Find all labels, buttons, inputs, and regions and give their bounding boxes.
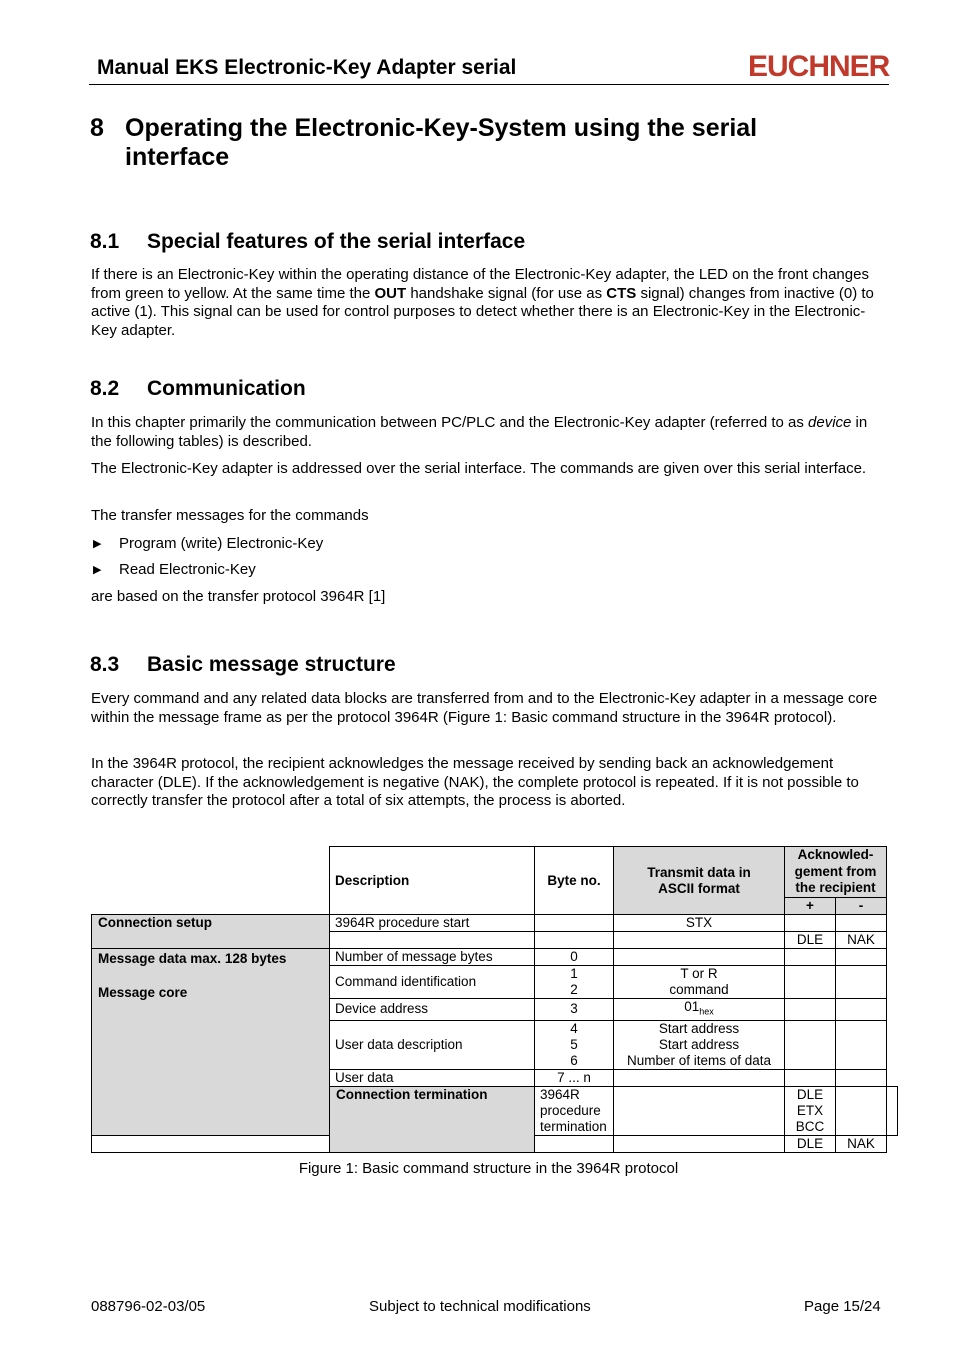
cell-ack-minus	[836, 1020, 887, 1069]
cell-byte	[614, 1086, 785, 1135]
label-message-data: Message data max. 128 bytes Message core	[92, 949, 330, 1136]
cell-byte: 0	[535, 949, 614, 966]
cell-ack-plus: DLE	[785, 1135, 836, 1152]
text-run: handshake signal (for use as	[406, 284, 607, 302]
section-8-2-paragraph-2: The Electronic-Key adapter is addressed over the serial interface. The commands are given over this serial interface.	[91, 460, 867, 477]
header-transmit: Transmit data in ASCII format	[614, 847, 785, 915]
cell-ack-plus	[836, 1086, 887, 1135]
footer-page-number: Page 15/24	[804, 1298, 881, 1315]
section-number: 8.2	[90, 377, 120, 400]
cell-byte: 4 5 6	[535, 1020, 614, 1069]
chapter-number: 8	[90, 114, 104, 142]
table-row	[92, 949, 898, 966]
cell-byte: 3	[535, 999, 614, 1021]
section-8-1-heading	[90, 230, 525, 254]
figure-caption: Figure 1: Basic command structure in the 3964R protocol	[298, 1160, 679, 1177]
header-description: Description	[330, 847, 535, 915]
cell-transmit: T or R command	[614, 966, 785, 999]
cell-description	[92, 1135, 330, 1152]
section-number: 8.1	[90, 230, 120, 253]
cell-byte: 7 ... n	[535, 1069, 614, 1086]
cell-ack-plus	[785, 1020, 836, 1069]
cell-byte	[535, 1135, 614, 1152]
header-rule	[89, 84, 889, 85]
cell-ack-minus	[836, 966, 887, 999]
cell-description: Number of message bytes	[330, 949, 535, 966]
section-title: Basic message structure	[147, 653, 396, 676]
bullet-triangle-icon: ▶	[93, 538, 102, 550]
message-structure-table	[91, 846, 898, 1153]
cell-transmit: Start address Start address Number of items of data	[614, 1020, 785, 1069]
cell-byte	[535, 932, 614, 949]
footer-doc-number: 088796-02-03/05	[91, 1298, 206, 1315]
label-connection-termination: Connection termination	[330, 1086, 535, 1152]
text-run: in the following tables) is described.	[91, 414, 868, 450]
cell-transmit	[614, 932, 785, 949]
cell-transmit	[614, 949, 785, 966]
cell-ack-minus	[836, 999, 887, 1021]
out-signal: OUT	[374, 284, 407, 302]
cell-ack-plus	[785, 915, 836, 932]
cell-description: 3964R procedure termination	[535, 1086, 614, 1135]
cell-description: Device address	[330, 999, 535, 1021]
cell-transmit: DLE ETX BCC	[785, 1086, 836, 1135]
text-run: In this chapter primarily the communication between PC/PLC and the Electronic-Key adapter (referred to as	[91, 414, 809, 431]
cell-ack-plus	[785, 999, 836, 1021]
header-title: Manual EKS Electronic-Key Adapter serial	[97, 56, 517, 79]
cell-description: Command identification	[330, 966, 535, 999]
header-ack-minus: -	[836, 898, 887, 915]
list-item-text: Read Electronic-Key	[119, 561, 256, 578]
cell-transmit	[614, 1135, 785, 1152]
cell-ack-plus	[785, 949, 836, 966]
text-run: signal) changes from inactive (0) to active (1). This signal can be used for control purposes to detect whether there is an Electronic-Key in the Electronic-Key adapter.	[91, 284, 874, 339]
cell-ack-minus: NAK	[836, 932, 887, 949]
list-item-text: Program (write) Electronic-Key	[119, 535, 324, 552]
cts-signal: CTS	[606, 284, 637, 302]
cell-transmit: STX	[614, 915, 785, 932]
cell-ack-minus	[836, 1069, 887, 1086]
label-connection-setup: Connection setup	[92, 915, 330, 949]
cell-description	[330, 932, 535, 949]
cell-byte	[535, 915, 614, 932]
cell-description: User data	[330, 1069, 535, 1086]
section-8-2-paragraph-1	[91, 414, 891, 451]
section-8-2-heading	[90, 377, 306, 401]
section-number: 8.3	[90, 653, 120, 676]
section-8-2-paragraph-4: are based on the transfer protocol 3964R [1]	[91, 588, 386, 605]
cell-byte: 1 2	[535, 966, 614, 999]
cell-ack-plus: DLE	[785, 932, 836, 949]
table-row	[92, 915, 898, 932]
cell-transmit: $01_{hex}$	[614, 999, 785, 1021]
cell-transmit	[614, 1069, 785, 1086]
device-term: device	[808, 414, 852, 431]
euchner-logo: EUCHNER	[748, 50, 890, 83]
cell-description: User data description	[330, 1020, 535, 1069]
section-8-3-paragraph-1: Every command and any related data blocks are transferred from and to the Electronic-Key adapter in a message core within the message frame as per the protocol 3964R (Figure 1: Basic command structure in the 3964R protocol).	[91, 690, 878, 726]
cell-ack-minus	[836, 915, 887, 932]
section-title: Communication	[147, 377, 306, 400]
header-ack-plus: +	[785, 898, 836, 915]
bullet-triangle-icon: ▶	[93, 564, 102, 576]
chapter-title: Operating the Electronic-Key-System using the serial interface	[125, 114, 758, 171]
footer-note: Subject to technical modifications	[369, 1298, 591, 1315]
cell-ack-plus	[785, 966, 836, 999]
text-run: If there is an Electronic-Key within the operating distance of the Electronic-Key adapter, the LED on the front changes from green to yellow. At the same time the	[91, 266, 869, 302]
list-item	[93, 535, 323, 552]
section-title: Special features of the serial interface	[147, 230, 526, 253]
cell-ack-plus	[785, 1069, 836, 1086]
cell-ack-minus	[887, 1086, 898, 1135]
table-header-row	[92, 847, 898, 898]
table-corner	[92, 847, 330, 915]
section-8-3-paragraph-2: In the 3964R protocol, the recipient acknowledges the message received by sending back an acknowledgement character (DLE). If the acknowledgement is negative (NAK), the complete protocol is repeated. If it is not possible to correctly transfer the protocol after a total of six attempts, the process is aborted.	[91, 755, 859, 809]
section-8-2-paragraph-3: The transfer messages for the commands	[91, 507, 369, 524]
list-item	[93, 561, 256, 578]
header-acknowledgement: Acknowled- gement from the recipient	[785, 847, 887, 898]
section-8-1-paragraph	[91, 266, 891, 340]
section-8-3-heading	[90, 653, 396, 677]
cell-ack-minus	[836, 949, 887, 966]
cell-description: 3964R procedure start	[330, 915, 535, 932]
header-byte-no: Byte no.	[535, 847, 614, 915]
cell-ack-minus: NAK	[836, 1135, 887, 1152]
